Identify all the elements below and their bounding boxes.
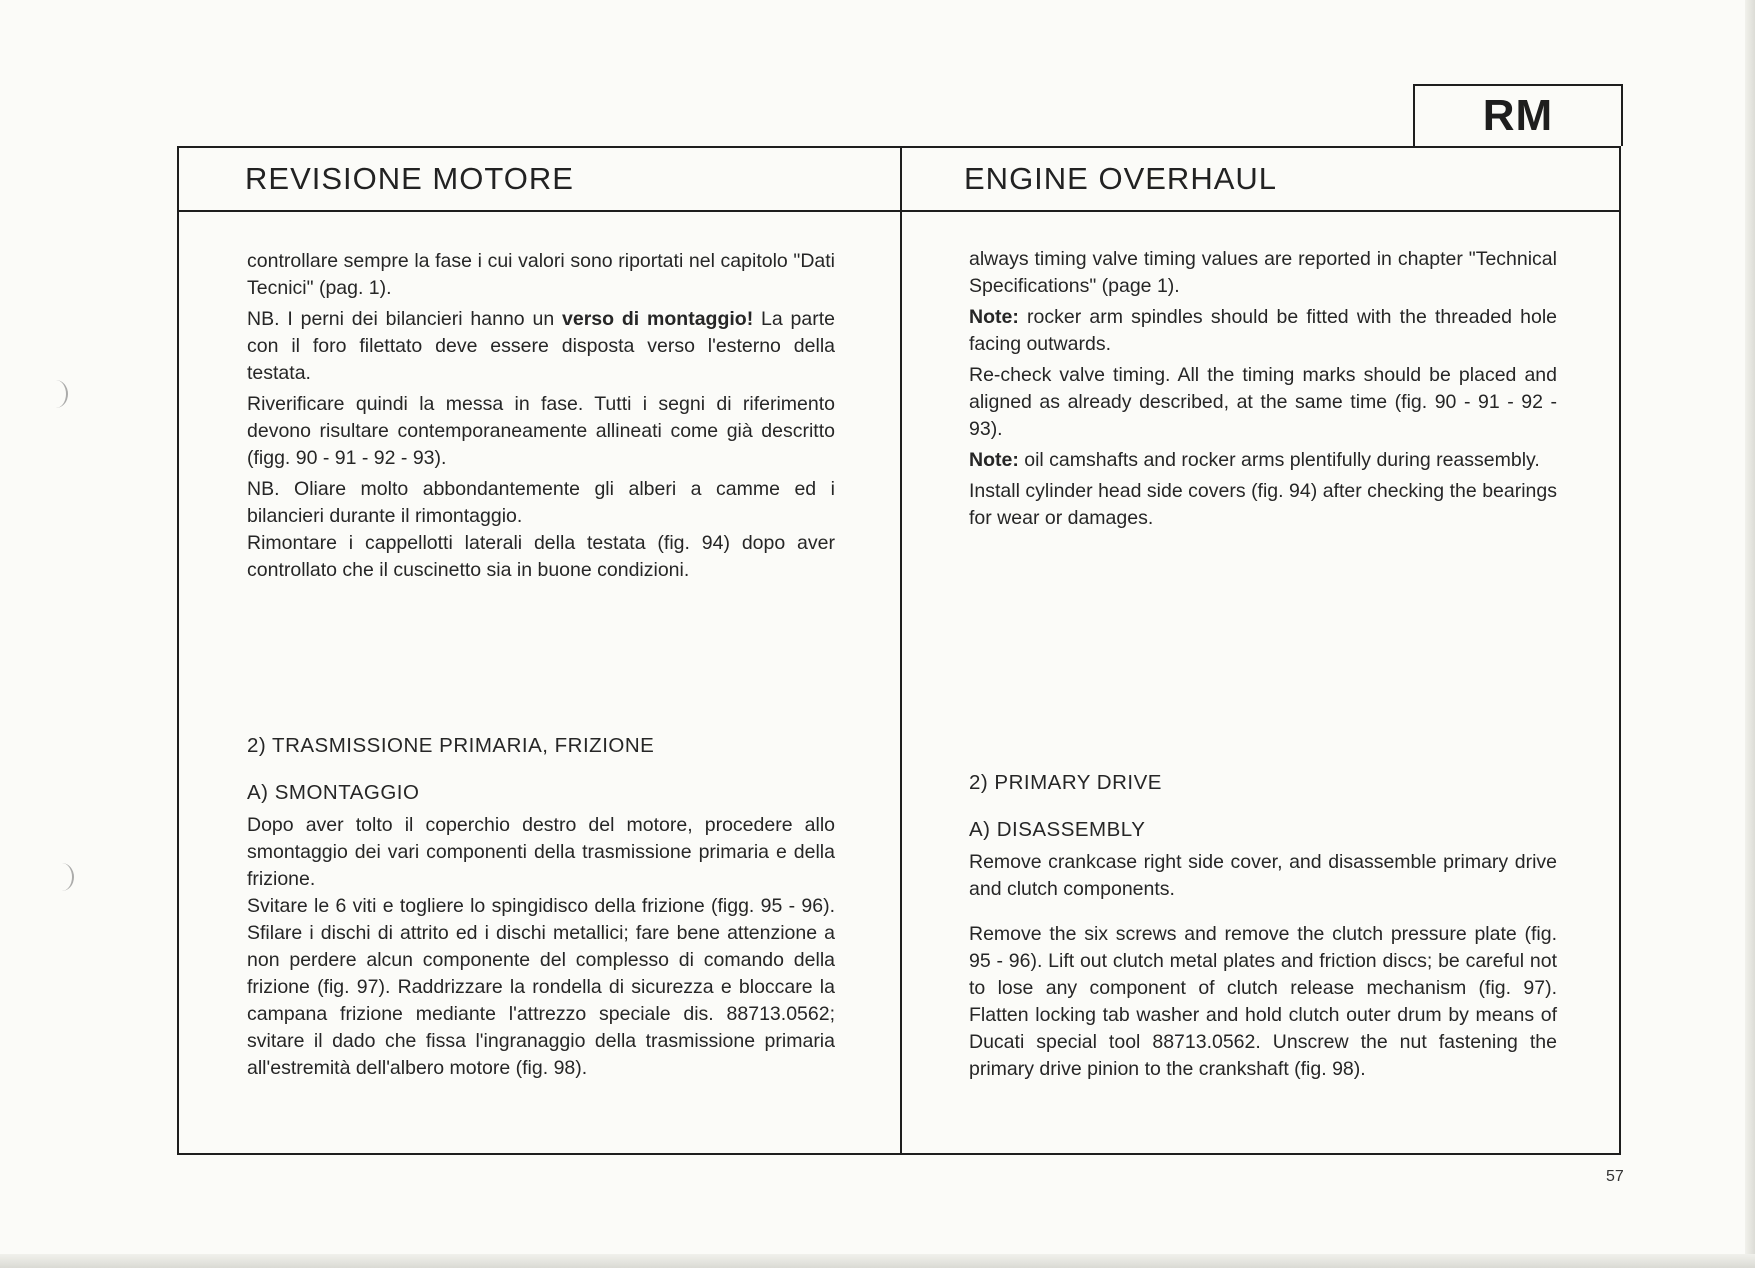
content-frame (177, 146, 1621, 1155)
paragraph: Remove the six screws and remove the clutch pressure plate (fig. 95 - 96). Lift out clutch metal plates and friction discs; be careful not to lose any component of clutch release mechanism (fig. 97). Flatten locking tab washer and hold clutch outer drum by means of Ducati special tool 88713.0562. Unscrew the nut fastening the primary drive pinion to the crankshaft (fig. 98). (969, 923, 1557, 1080)
note-paragraph: NB. I perni dei bilancieri hanno un verso di montaggio! La parte con il foro filettato deve essere disposta verso l'esterno della testata. (247, 308, 835, 384)
paragraph: controllare sempre la fase i cui valori sono riportati nel capitolo "Dati Tecnici" (pag. 1). (247, 250, 835, 299)
note-paragraph: Note: oil camshafts and rocker arms plentifully during reassembly. (969, 449, 1540, 471)
note-label: Note: (969, 449, 1019, 471)
paragraph: Svitare le 6 viti e togliere lo spingidisco della frizione (figg. 95 - 96). Sfilare i dischi di attrito ed i dischi metallici; fare bene attenzione a non perdere alcun componente del complesso di comando della frizione (fig. 97). Raddrizzare la rondella di sicurezza e bloccare la campana frizione mediante l'attrezzo speciale dis. 88713.0562; svitare il dado che fissa l'ingranaggio della trasmissione primaria all'estremità dell'albero motore (fig. 98). (247, 895, 835, 1079)
section-heading: 2) PRIMARY DRIVE (969, 771, 1162, 794)
paragraph: Dopo aver tolto il coperchio destro del motore, procedere allo smontaggio dei vari componenti della trasmissione primaria e della frizione. (247, 814, 835, 890)
page-edge-bottom (0, 1254, 1755, 1268)
italian-top-section (247, 248, 835, 588)
paragraph: Riverificare quindi la messa in fase. Tutti i segni di riferimento devono risultare contemporaneamente allineati come già descritto (figg. 90 - 91 - 92 - 93). (247, 393, 835, 469)
note-label: NB. (247, 308, 280, 330)
english-title: ENGINE OVERHAUL (964, 161, 1278, 196)
english-bottom-section (969, 769, 1557, 1087)
paragraph: Re-check valve timing. All the timing marks should be placed and aligned as already described, at the same time (fig. 90 - 91 - 92 - 93). (969, 364, 1557, 440)
paragraph: always timing valve timing values are reported in chapter "Technical Specifications" (page 1). (969, 248, 1557, 297)
emphasis-text: verso di montaggio! (562, 308, 754, 330)
page-edge-right (1745, 0, 1755, 1268)
note-paragraph: NB. Oliare molto abbondantemente gli alberi a camme ed i bilancieri durante il rimontaggio. (247, 478, 835, 527)
paragraph: Install cylinder head side covers (fig. 94) after checking the bearings for wear or damages. (969, 480, 1557, 529)
subsection-heading: A) DISASSEMBLY (969, 818, 1146, 841)
note-label: NB. (247, 478, 280, 500)
note-paragraph: Note: rocker arm spindles should be fitted with the threaded hole facing outwards. (969, 306, 1557, 355)
subsection-heading: A) SMONTAGGIO (247, 781, 420, 804)
page-number: 57 (1606, 1168, 1624, 1185)
header-row (179, 148, 1619, 212)
paragraph: Remove crankcase right side cover, and disassemble primary drive and clutch components. (969, 851, 1557, 900)
paragraph: Rimontare i cappellotti laterali della testata (fig. 94) dopo aver controllato che il cuscinetto sia in buone condizioni. (247, 532, 835, 581)
english-top-section (969, 246, 1557, 536)
note-label: Note: (969, 306, 1019, 328)
binder-hole-mark (50, 863, 74, 891)
section-tab-label: RM (1413, 84, 1623, 146)
binder-hole-mark (44, 380, 68, 408)
section-heading: 2) TRASMISSIONE PRIMARIA, FRIZIONE (247, 734, 655, 757)
column-divider (900, 148, 902, 1153)
italian-bottom-section (247, 732, 835, 1086)
italian-title: REVISIONE MOTORE (245, 161, 574, 196)
